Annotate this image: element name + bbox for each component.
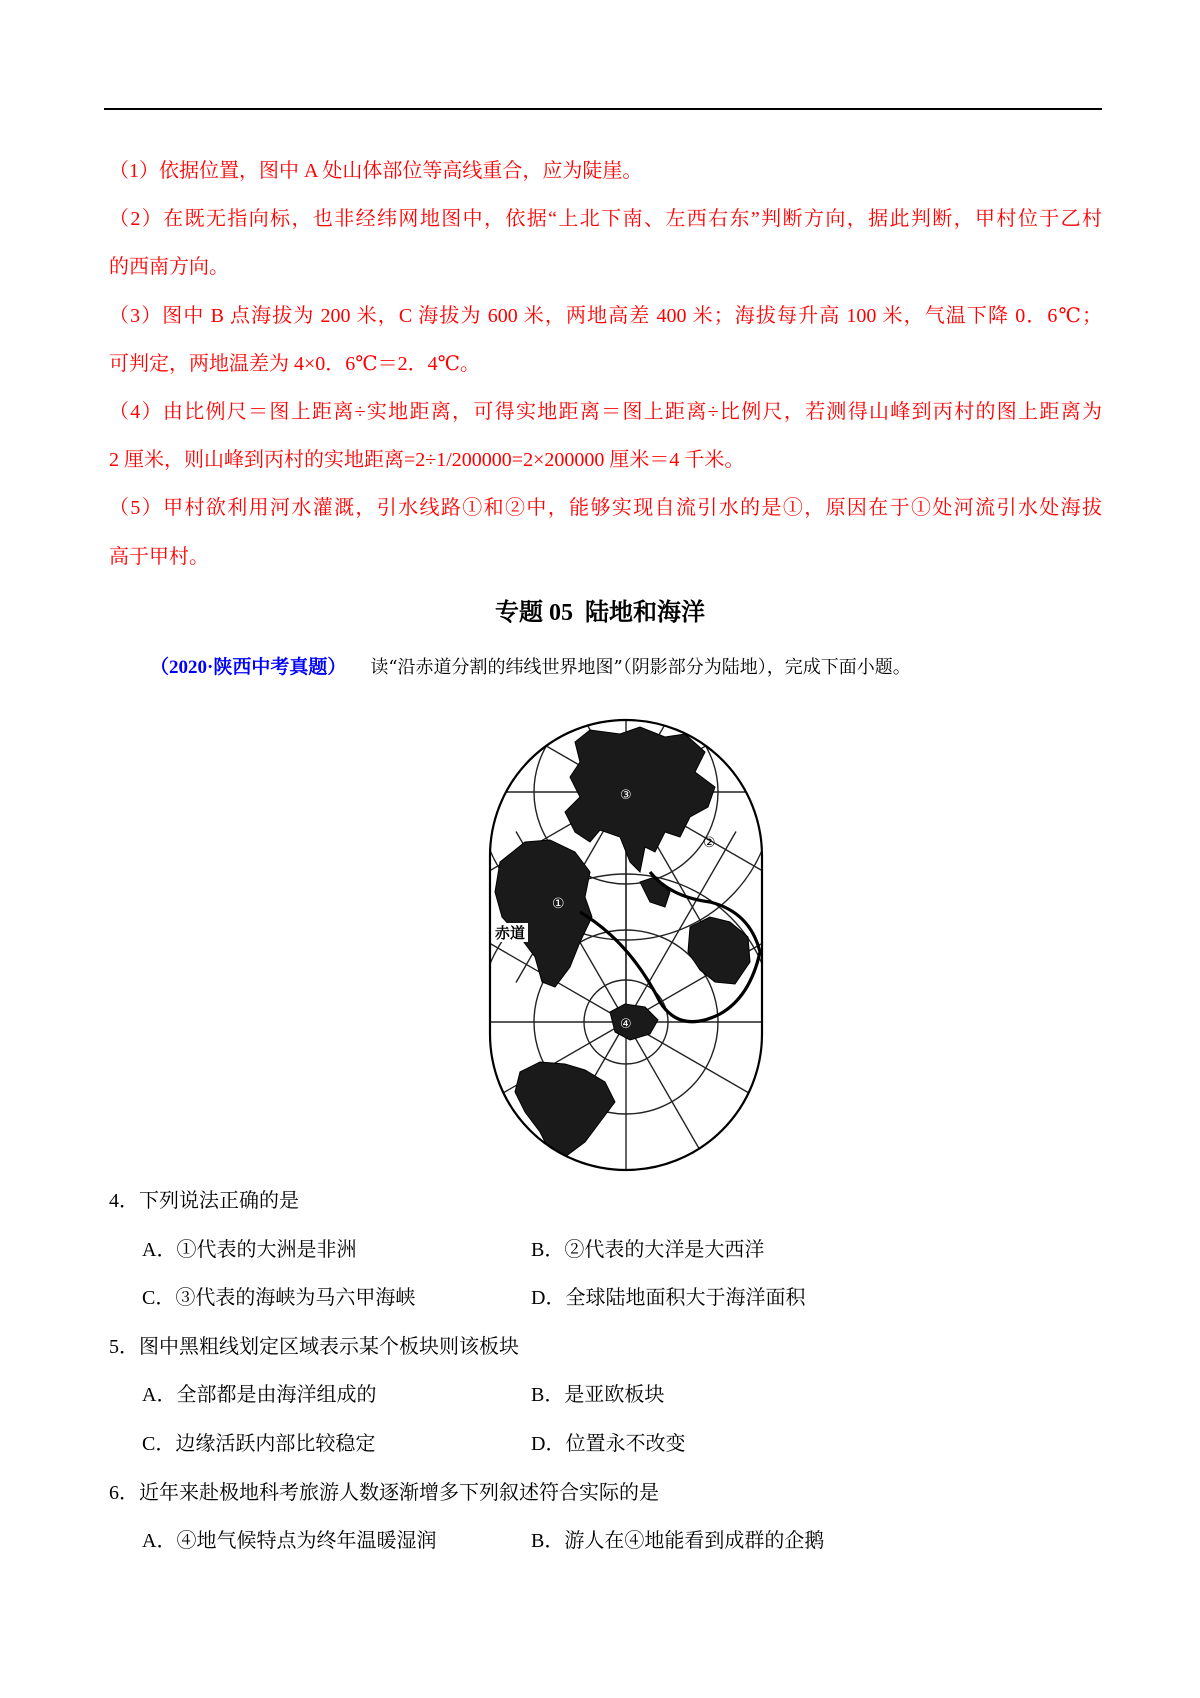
answer-5-line-1: （5）甲村欲利用河水灌溉，引水线路①和②中，能够实现自流引水的是①，原因在于①处河流引水处海拔 [109, 497, 1102, 520]
map-label-3: ③ [620, 788, 632, 803]
land-africa [495, 840, 592, 987]
question-4-option-a: A．①代表的大洲是非洲 [142, 1238, 357, 1261]
land-eurasia [565, 727, 715, 872]
question-4-stem: 4．下列说法正确的是 [109, 1190, 299, 1212]
question-5-options-row-2 [109, 1420, 1102, 1469]
answer-2-line-2: 的西南方向。 [109, 256, 229, 279]
question-6-option-a: A．④地气候特点为终年温暖湿润 [142, 1530, 437, 1553]
question-5-option-b: B．是亚欧板块 [531, 1384, 665, 1407]
meridian-line [626, 1022, 736, 1177]
map-label-1: ① [552, 896, 565, 912]
section-title: 专题 05 陆地和海洋 [495, 600, 705, 626]
source-tag: （2020·陕西中考真题） [150, 657, 347, 678]
question-4-options-row-2 [109, 1274, 1102, 1323]
question-5-option-a: A．全部都是由海洋组成的 [142, 1384, 377, 1407]
question-4-option-d: D．全球陆地面积大于海洋面积 [531, 1287, 806, 1310]
land-south-america [515, 1062, 615, 1157]
question-source [150, 650, 911, 686]
header-rule [104, 108, 1102, 110]
answer-3-line-2: 可判定，两地温差为 4×0．6℃＝2．4℃。 [109, 352, 481, 375]
answer-5-line-2: 高于甲村。 [109, 545, 209, 568]
land-antarctica [610, 1004, 658, 1040]
answer-4-line-2: 2 厘米，则山峰到丙村的实地距离=2÷1/200000=2×200000 厘米＝4 千米。 [109, 449, 745, 472]
question-4-options-row-1 [109, 1226, 1102, 1275]
question-list [109, 1177, 1102, 1566]
question-5-option-d: D．位置永不改变 [531, 1432, 686, 1455]
answer-3-line-1: （3）图中 B 点海拔为 200 米，C 海拔为 600 米，两地高差 400 米；海拔每升高 100 米，气温下降 0．6℃； [109, 304, 1102, 327]
land-australia [688, 917, 750, 984]
equator-label: 赤道 [495, 924, 526, 942]
source-prompt: 读“沿赤道分割的纬线世界地图”（阴影部分为陆地），完成下面小题。 [370, 657, 911, 678]
question-6-option-b: B．游人在④地能看到成群的企鹅 [531, 1530, 825, 1553]
answer-1-line-1: （1）依据位置，图中 A 处山体部位等高线重合，应为陡崖。 [109, 160, 643, 182]
question-4-option-c: C．③代表的海峡为马六甲海峡 [142, 1287, 416, 1310]
answer-4-line-1: （4）由比例尺＝图上距离÷实地距离，可得实地距离＝图上距离÷比例尺，若测得山峰到丙村的图上距离为 [109, 400, 1102, 423]
question-4-option-b: B．②代表的大洋是大西洋 [531, 1238, 765, 1261]
meridian-line [626, 1022, 770, 1132]
world-map-figure [480, 712, 770, 1177]
question-5-stem: 5．图中黑粗线划定区域表示某个板块则该板块 [109, 1335, 519, 1358]
question-6-stem: 6．近年来赴极地科考旅游人数逐渐增多下列叙述符合实际的是 [109, 1481, 659, 1504]
answer-explanations [109, 147, 1102, 581]
question-5-option-c: C．边缘活跃内部比较稳定 [142, 1432, 376, 1455]
answer-2-line-1: （2）在既无指向标，也非经纬网地图中，依据“上北下南、左西右东”判断方向，据此判断，甲村位于乙村 [109, 208, 1102, 231]
map-label-4: ④ [620, 1017, 632, 1032]
land-southeast-asia [640, 877, 670, 907]
question-6-options-row-1 [109, 1517, 1102, 1566]
map-label-2: ② [703, 835, 716, 851]
question-5-options-row-1 [109, 1371, 1102, 1420]
